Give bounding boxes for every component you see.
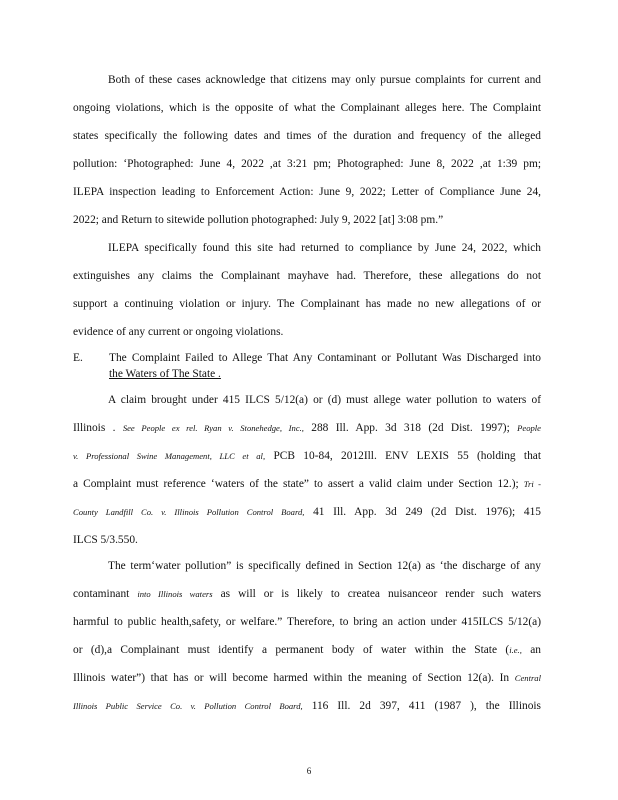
case-citation: Tri - — [523, 479, 541, 489]
text-line: ILEPA inspection leading to Enforcement Action: June 9, 2022; Letter of Compliance June 24, — [73, 186, 541, 198]
text-line: ILEPA specifically found this site had returned to compliance by June 24, 2022, which — [108, 242, 541, 254]
text-run: 116 Ill. 2d 397, 411 (1987 ), the Illinois — [311, 700, 541, 712]
text-line: extinguishes any claims the Complainant mayhave had. Therefore, these allegations do not — [73, 270, 541, 282]
text-line: Both of these cases acknowledge that citizens may only pursue complaints for current and — [108, 74, 541, 86]
text-line: states specifically the following dates and times of the duration and frequency of the alleged — [73, 130, 541, 142]
case-citation: People — [517, 423, 541, 433]
text-run: Illinois . — [73, 422, 116, 434]
paragraph-cases-acknowledge — [73, 66, 541, 234]
text-run: 41 Ill. App. 3d 249 (2d Dist. 1976); 415 — [313, 506, 541, 518]
case-citation: Central — [514, 673, 541, 683]
text-line: pollution: ‘Photographed: June 4, 2022 ,at 3:21 pm; Photographed: June 8, 2022 ,at 1:39 pm; — [73, 158, 541, 170]
paragraph-term-water-pollution — [73, 552, 541, 720]
page-number: 6 — [306, 766, 312, 776]
text-run: or (d),a Complainant must identify a permanent body of water within the State ( — [73, 644, 510, 656]
text-line: A claim brought under 415 ILCS 5/12(a) or (d) must allege water pollution to waters of — [108, 394, 541, 406]
text-run: contaminant — [73, 588, 130, 600]
text-run: an — [530, 644, 541, 656]
case-citation: County Landfill Co. v. Illinois Pollution Control Board, — [73, 507, 305, 517]
text-run: a Complaint must reference ‘waters of the state” to assert a valid claim under Section 12.); — [73, 478, 519, 490]
case-citation: i.e., — [509, 645, 522, 655]
section-heading-line: the Waters of The State . — [109, 368, 221, 380]
text-line — [73, 470, 541, 498]
text-line: 2022; and Return to sitewide pollution photographed: July 9, 2022 [at] 3:08 pm.” — [73, 214, 444, 226]
paragraph-water-pollution-claim — [73, 386, 541, 554]
text-line — [73, 442, 541, 470]
case-citation: v. Professional Swine Management, LLC et al, — [73, 451, 266, 461]
text-line: support a continuing violation or injury. The Complainant has made no new allegations of or — [73, 298, 541, 310]
text-run: PCB 10-84, 2012Ill. ENV LEXIS 55 (holding that — [273, 450, 542, 462]
text-line — [73, 498, 541, 526]
text-line: evidence of any current or ongoing violations. — [73, 326, 284, 338]
section-heading-line: The Complaint Failed to Allege That Any Contaminant or Pollutant Was Discharged into — [109, 352, 541, 364]
text-line: ongoing violations, which is the opposite of what the Complainant alleges here. The Complaint — [73, 102, 541, 114]
text-run: as will or is likely to createa nuisanceor render such waters — [220, 588, 541, 600]
text-line: harmful to public health,safety, or welfare.” Therefore, to bring an action under 415ILCS 5/12(a) — [73, 616, 541, 628]
text-line — [73, 580, 541, 608]
text-line — [73, 414, 541, 442]
case-citation: into Illinois waters — [137, 589, 213, 599]
text-run: Illinois water”) that has or will become harmed within the meaning of Section 12(a). In — [73, 672, 510, 684]
section-letter: E. — [73, 352, 83, 364]
text-line — [73, 692, 541, 720]
text-line: The term‘water pollution” is specifically defined in Section 12(a) as ‘the discharge of any — [108, 560, 541, 572]
paragraph-ilepa-compliance — [73, 234, 541, 346]
case-citation: See People ex rel. Ryan v. Stonehedge, Inc., — [122, 423, 304, 433]
text-run: 288 Ill. App. 3d 318 (2d Dist. 1997); — [311, 422, 510, 434]
text-line — [73, 636, 541, 664]
case-citation: Illinois Public Service Co. v. Pollution Control Board, — [73, 701, 303, 711]
section-heading — [109, 350, 541, 382]
text-line: ILCS 5/3.550. — [73, 534, 138, 546]
text-line — [73, 664, 541, 692]
